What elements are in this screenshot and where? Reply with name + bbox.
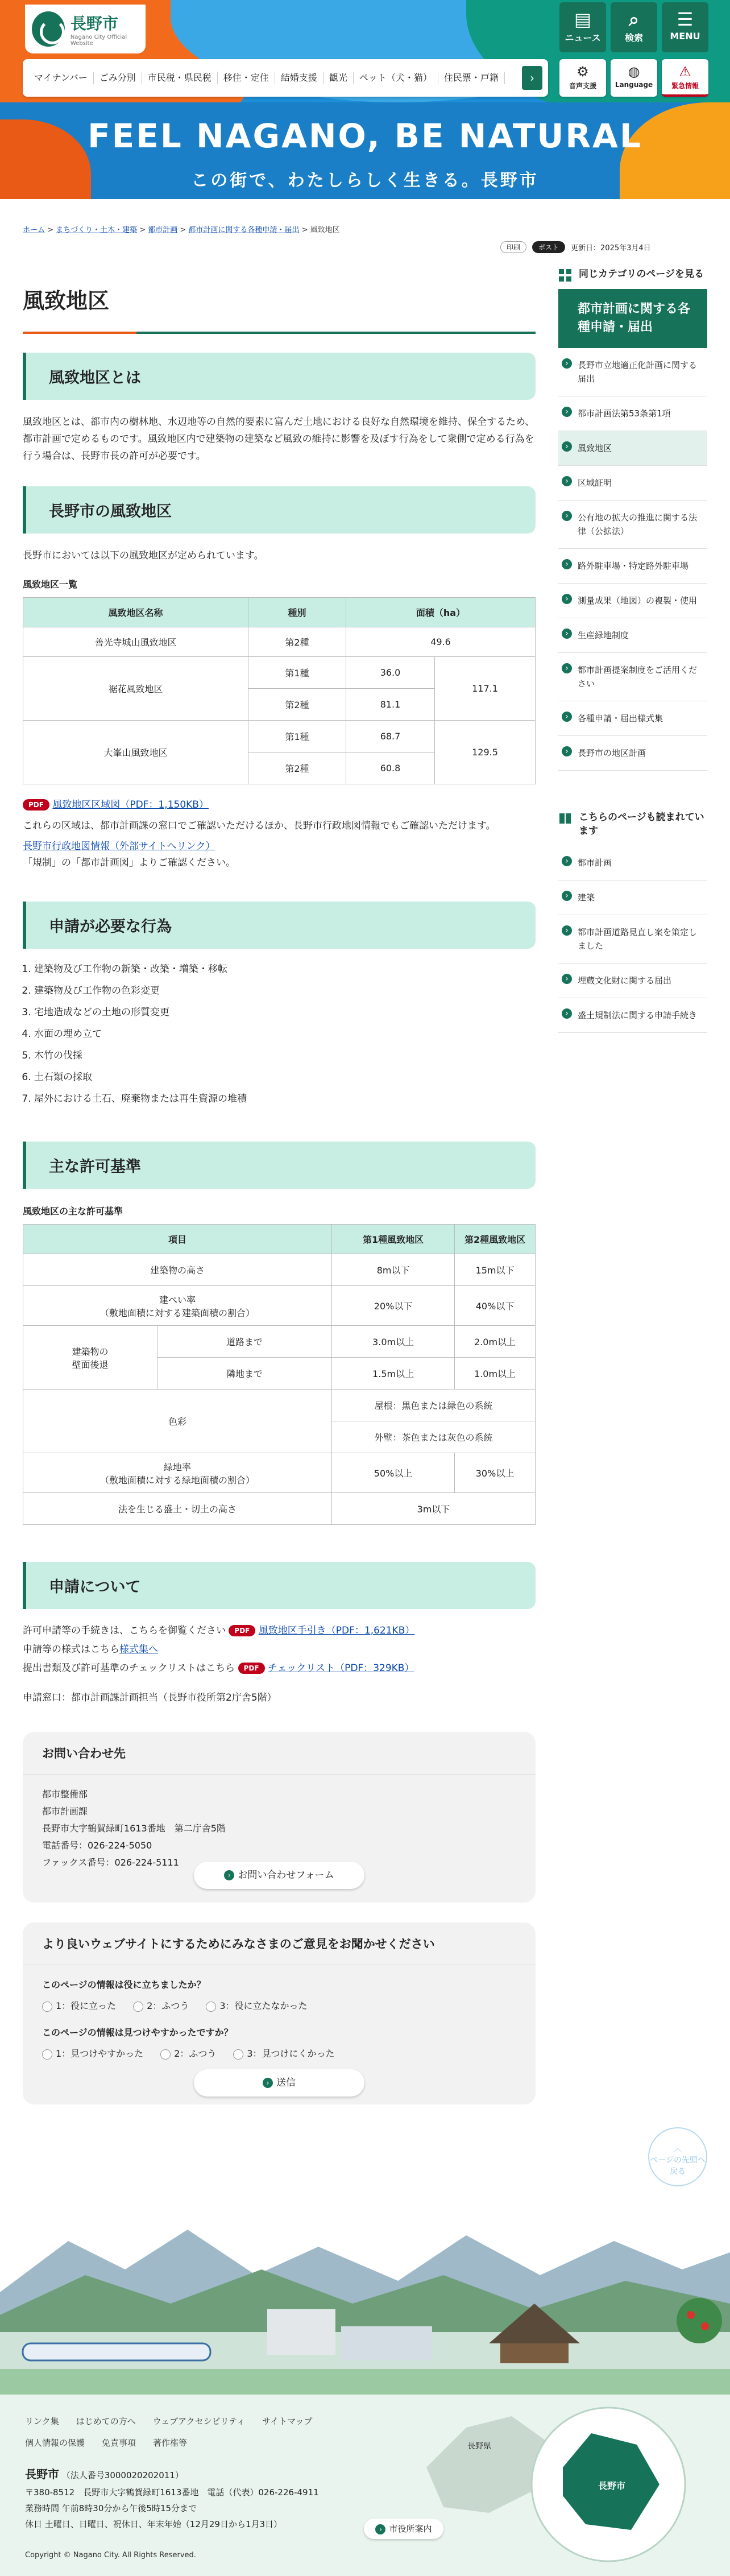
contact-card: お問い合わせ先 都市整備部 都市計画課 長野市大字鶴賀緑町1613番地 第二庁舎5階 電話番号：026-224-5050 ファックス番号：026-224-5111 › お問い合わせフォーム <box>23 1732 536 1903</box>
nav-next-arrow-icon[interactable]: › <box>522 66 542 90</box>
gear-icon: ⚙ <box>576 64 589 80</box>
radio-option[interactable]: 2：ふつう <box>160 2046 216 2060</box>
chevron-right-icon: › <box>263 2078 273 2088</box>
table-header: 項目 <box>23 1225 332 1254</box>
breadcrumb-current: 風致地区 <box>310 226 340 234</box>
radio-option[interactable]: 1：役に立った <box>42 1999 116 2012</box>
table-row: 裾花風致地区 第1種 36.0 117.1 <box>23 657 536 689</box>
hamburger-icon: ☰ <box>677 9 694 30</box>
pdf-link[interactable]: 風致地区手引き（PDF：1,621KB） <box>258 1625 415 1636</box>
section-heading: 風致地区とは <box>23 353 536 400</box>
page-tools <box>500 241 651 253</box>
copyright: Copyright © Nagano City. All Rights Reserved. <box>25 2551 196 2560</box>
table-header: 面積（ha） <box>346 598 536 627</box>
sidebar <box>558 262 707 1033</box>
list-item: 2. 建築物及び工作物の色彩変更 <box>34 980 247 1002</box>
table-row: 大峯山風致地区 第1種 68.7 129.5 <box>23 721 536 752</box>
arrow-up-icon: ︿ <box>674 2144 682 2153</box>
city-hall-guide-button[interactable]: › 市役所案内 <box>364 2519 443 2539</box>
breadcrumb-link[interactable]: ホーム <box>23 226 45 234</box>
nav-item[interactable]: 住民票・戸籍 <box>438 72 505 84</box>
sidebar-link-current[interactable]: › 風致地区 <box>558 431 707 466</box>
table-header: 風致地区名称 <box>23 598 248 627</box>
pdf-badge: PDF <box>229 1625 255 1636</box>
sidebar-link[interactable]: › 都市計画道路見直し案を策定しました <box>558 915 707 964</box>
survey-card: より良いウェブサイトにするためにみなさまのご意見をお聞かせください このページの情報は役に立ちましたか？ 1：役に立った 2：ふつう 3：役に立たなかった このページの情報は見つけやすかったですか？ 1：見つけやすかった 2：ふつう 3：見つけにくかった › 送信 <box>23 1922 536 2104</box>
pdf-link[interactable]: 風致地区区域図（PDF：1,150KB） <box>52 799 209 811</box>
sidebar-link[interactable]: › 生産緑地制度 <box>558 618 707 653</box>
map-city-label: 長野市 <box>598 2480 626 2491</box>
required-actions-list <box>34 958 247 1110</box>
list-item: 3. 宅地造成などの土地の形質変更 <box>34 1002 247 1023</box>
grid-icon <box>558 268 572 282</box>
pdf-link[interactable]: チェックリスト（PDF：329KB） <box>267 1663 414 1674</box>
page-title: 風致地区 <box>23 279 536 334</box>
x-post-button[interactable]: ポスト <box>532 241 565 253</box>
breadcrumb-link[interactable]: まちづくり・土木・建築 <box>56 226 138 234</box>
section-heading: 主な許可基準 <box>23 1142 536 1189</box>
city-emblem-icon <box>32 11 65 47</box>
sidebar-link[interactable]: › 盛土規制法に関する申請手続き <box>558 998 707 1033</box>
table-row: 緑地率 （敷地面積に対する緑地面積の割合） 50%以上 30%以上 <box>23 1453 536 1493</box>
news-icon: ▤ <box>574 9 592 30</box>
voice-support-button[interactable]: ⚙ 音声支援 <box>559 59 606 97</box>
table-row: 建築物の高さ 8m以下 15m以下 <box>23 1254 536 1286</box>
table-header: 第1種風致地区 <box>332 1225 455 1254</box>
list-item: 1. 建築物及び工作物の新築・改築・増築・移転 <box>34 958 247 980</box>
nav-item[interactable]: マイナンバー <box>28 72 94 84</box>
sidebar-link[interactable]: › 都市計画法第53条第1項 <box>558 396 707 431</box>
updated-date: 更新日：2025年3月4日 <box>571 244 651 253</box>
nav-item[interactable]: 観光 <box>323 72 354 84</box>
nav-item[interactable]: 結婚支援 <box>275 72 323 84</box>
footer-link[interactable]: はじめての方へ <box>76 2416 136 2426</box>
breadcrumb-link[interactable]: 都市計画 <box>148 226 178 234</box>
table-header: 種別 <box>248 598 346 627</box>
logo-name: 長野市 <box>70 14 118 33</box>
footer-link[interactable]: 個人情報の保護 <box>25 2438 85 2448</box>
section-heading: 申請が必要な行為 <box>23 902 536 949</box>
sidebar-link[interactable]: › 埋蔵文化財に関する届出 <box>558 964 707 998</box>
sidebar-link[interactable]: › 各種申請・届出様式集 <box>558 701 707 736</box>
table-row: 色彩 屋根：黒色または緑色の系統 <box>23 1390 536 1421</box>
sidebar-link[interactable]: › 路外駐車場・特定路外駐車場 <box>558 549 707 584</box>
book-icon <box>558 812 572 825</box>
list-item: 7. 屋外における土石、廃棄物または再生資源の堆積 <box>34 1088 247 1110</box>
alert-icon: ⚠ <box>679 64 691 80</box>
sidebar-link[interactable]: › 区域証明 <box>558 466 707 501</box>
pdf-badge: PDF <box>238 1663 265 1674</box>
page-top-button[interactable]: ︿ ページの先頭へ戻る <box>648 2127 707 2186</box>
chevron-right-icon: › <box>224 1870 234 1880</box>
table-header: 第2種風致地区 <box>455 1225 536 1254</box>
footer-illustration <box>0 2207 730 2395</box>
contact-title: お問い合わせ先 <box>23 1732 536 1775</box>
footer-link[interactable]: サイトマップ <box>262 2416 313 2426</box>
list-item: 6. 土石類の採取 <box>34 1066 247 1088</box>
list-item: 5. 木竹の伐採 <box>34 1045 247 1066</box>
pdf-badge: PDF <box>23 799 49 811</box>
map-pref-label: 長野県 <box>467 2442 491 2451</box>
criteria-table <box>23 1224 536 1525</box>
site-logo[interactable] <box>25 5 146 53</box>
section-text: 長野市においては以下の風致地区が定められています。 <box>23 550 264 561</box>
nagano-map-icon <box>421 2399 716 2570</box>
sidebar-link[interactable]: › 長野市立地適正化計画に関する届出 <box>558 348 707 396</box>
sidebar-link[interactable]: › 建築 <box>558 880 707 915</box>
breadcrumb: ホーム > まちづくり・土木・建築 > 都市計画 > 都市計画に関する各種申請・届出 > 風致地区 <box>23 226 340 234</box>
news-button[interactable]: ▤ ニュース <box>559 2 606 52</box>
globe-icon: ◍ <box>628 64 640 80</box>
breadcrumb-link[interactable]: 都市計画に関する各種申請・届出 <box>188 226 300 234</box>
footer-link[interactable]: ウェブアクセシビリティ <box>152 2416 246 2426</box>
table-row: 建ぺい率 （敷地面積に対する建築面積の割合） 20%以下 40%以下 <box>23 1286 536 1326</box>
menu-button[interactable]: ☰ MENU <box>662 2 708 52</box>
district-table <box>23 597 536 784</box>
hero-subtagline: この街で、わたしらしく生きる。長野市 <box>191 171 539 191</box>
mountain-scene-icon <box>0 2207 730 2395</box>
sidebar-heading: こちらのページも読まれています <box>558 811 707 838</box>
footer-org-name: 長野市 <box>25 2467 59 2481</box>
table-row: 建築物の 壁面後退 道路まで 3.0m以上 2.0m以上 <box>23 1326 536 1358</box>
sidebar-link[interactable]: › 公有地の拡大の推進に関する法律（公拡法） <box>558 501 707 549</box>
radio-option[interactable]: 3：見つけにくかった <box>233 2046 334 2060</box>
sidebar-heading: 同じカテゴリのページを見る <box>558 267 707 281</box>
survey-title: より良いウェブサイトにするためにみなさまのご意見をお聞かせください <box>23 1922 536 1965</box>
section-text: 風致地区とは、都市内の樹林地、水辺地等の自然的要素に富んだ土地における良好な自然環境を維持、保全するため、都市計画で定めるものです。風致地区内で建築物の建築など風致の維持に影響を及ぼす行為をして衆側で定める行為を行う場合は、長野市長の許可が必要です。 <box>23 416 535 462</box>
nav-item[interactable]: ごみ分別 <box>94 72 142 84</box>
table-row: 善光寺城山風致地区 第2種 49.6 <box>23 627 536 657</box>
sidebar-link[interactable]: › 長野市の地区計画 <box>558 736 707 771</box>
table-caption: 風致地区の主な許可基準 <box>23 1206 123 1217</box>
main-content: 風致地区 風致地区とは 風致地区とは、都市内の樹林地、水辺地等の自然的要素に富んだ土地における良好な自然環境を維持、保全するため、都市計画で定めるものです。風致地区内で建築物の建築など風致の維持に影響を及ぼす行為をして衆側で定める行為を行う場合は、長野市長の許可が必要です。 長野市の風致地区 長野市においては以下の風致地区が定められています。 風致地区一覧 風致地区名称 種別 面積（ha） 善光寺城山風致地区 第2種 49.6 裾花風致地区 第1種 36.0 117.1 第2種 81.1 大峯山風致地区 第1種 68.7 129.5 第2種 60.8 PDF 風致地区区域図（PDF：1,150KB） これらの区域は、都市計画課の窓口でご確認いただけるほか、長野市行政地図情報でもご確認いただけます。 長野市行政地図情報（外部サイトへリンク） 「規制」の「都市計画図」よりご確認ください。 申請が必要な行為 1. 建築物及び工作物の新築・改築・増築・移転 2. 建築物及び工作物の色彩変更 3. 宅地造成などの土地の形質変更 4. 水面の埋め立て 5. 木竹の伐採 6. 土石類の採取 7. 屋外における土石、廃棄物または再生資源の堆積 主な許可基準 風致地区の主な許可基準 項目 第1種風致地区 第2種風致地区 建築物の高さ 8m以下 15m以下 建ぺい率 （敷地面積に対する建築面積の割合） 20%以下 40%以下 建築物の 壁面後退 道路まで 3.0m以上 2.0m以上 隣地まで 1.5m以上 1.0m以上 色彩 屋根：黒色または緑色の系統 外壁：茶色または灰色の系統 緑地率 （敷地面積に対する緑地面積の割合） 50%以上 30%以上 法を生じる盛土・切土の高さ 3m以下 申請について 許可申請等の手続きは、こちらを御覧ください PDF 風致地区手引き（PDF：1,621KB） 申請等の様式はこちら様式集へ 提出書類及び許可基準のチェックリストはこちら PDF チェックリスト（PDF：329KB） 申請窓口：都市計画課計画担当（長野市役所第2庁舎5階） お問い合わせ先 都市整備部 都市計画課 長野市大字鶴賀緑町1613番地 第二庁舎5階 電話番号：026-224-5050 ファックス番号：026-224-5111 › お問い合わせフォーム より良いウェブサイトにするためにみなさまのご意見をお聞かせください このページの情報は役に立ちましたか？ 1：役に立った 2：ふつう 3：役に立たなかった このページの情報は見つけやすかったですか？ 1：見つけやすかった 2：ふつう 3：見つけにくかった › 送信 <box>23 273 536 334</box>
nav-item[interactable]: 移住・定住 <box>218 72 275 84</box>
sidebar-link[interactable]: › 都市計画提案制度をご活用ください <box>558 653 707 701</box>
nav-item[interactable]: 市民税・県民税 <box>142 72 218 84</box>
radio-option[interactable]: 3：役に立たなかった <box>206 1999 307 2012</box>
section-heading: 長野市の風致地区 <box>23 486 536 534</box>
language-button[interactable]: ◍ Language <box>611 59 657 97</box>
sidebar-category-title[interactable]: 都市計画に関する各種申請・届出 <box>558 289 707 348</box>
table-row: 第2種 60.8 <box>23 752 536 784</box>
section-text: 申請窓口：都市計画課計画担当（長野市役所第2庁舎5階） <box>23 1692 277 1703</box>
nav-item[interactable]: ペット（犬・猫） <box>354 72 438 84</box>
search-icon: ⌕ <box>629 9 639 30</box>
radio-option[interactable]: 2：ふつう <box>133 1999 189 2012</box>
list-item: 4. 水面の埋め立て <box>34 1023 247 1045</box>
footer-link[interactable]: 著作権等 <box>153 2438 188 2448</box>
search-button[interactable]: ⌕ 検索 <box>611 2 657 52</box>
site-footer: リンク集 はじめての方へ ウェブアクセシビリティ サイトマップ 個人情報の保護 免責事項 著作権等 長野市 （法人番号3000020202011） 〒380-8512 長野市大字鶴賀緑町1613番地 電話（代表）026-226-4911 業務時間 午前8時30分から午後5時15分まで 休日 土曜日、日曜日、祝休日、年末年始（12月29日から1月3日） › 市役所案内 Copyright © Nagano City. All Rights Reserved. 長野県 長野市 <box>0 2395 730 2576</box>
contact-form-button[interactable]: › お問い合わせフォーム <box>194 1862 364 1889</box>
sidebar-link[interactable]: › 都市計画 <box>558 846 707 880</box>
chevron-right-icon: › <box>375 2524 385 2534</box>
footer-link[interactable]: リンク集 <box>25 2416 59 2426</box>
print-button[interactable]: 印刷 <box>500 241 526 253</box>
table-caption: 風致地区一覧 <box>23 579 78 590</box>
hero-tagline: FEEL NAGANO, BE NATURAL <box>88 117 642 155</box>
table-row: 外壁：茶色または灰色の系統 <box>23 1421 536 1453</box>
emergency-button[interactable]: ⚠ 緊急情報 <box>662 59 708 97</box>
submit-button[interactable]: › 送信 <box>194 2069 364 2097</box>
section-heading: 申請について <box>23 1562 536 1609</box>
forms-link[interactable]: 様式集へ <box>119 1644 158 1655</box>
global-nav <box>23 59 548 97</box>
radio-option[interactable]: 1：見つけやすかった <box>42 2046 143 2060</box>
external-link[interactable]: 長野市行政地図情報（外部サイトへリンク） <box>23 841 215 852</box>
footer-link[interactable]: 免責事項 <box>102 2438 136 2448</box>
table-row: 第2種 81.1 <box>23 689 536 721</box>
section-text: これらの区域は、都市計画課の窓口でご確認いただけるほか、長野市行政地図情報でもご確認いただけます。 <box>23 820 496 832</box>
logo-sub: Nagano City Official Website <box>70 34 127 47</box>
table-row: 法を生じる盛土・切土の高さ 3m以下 <box>23 1493 536 1525</box>
sidebar-link[interactable]: › 測量成果（地図）の複製・使用 <box>558 584 707 618</box>
table-row: 隣地まで 1.5m以上 1.0m以上 <box>23 1358 536 1390</box>
section-text: 「規制」の「都市計画図」よりご確認ください。 <box>23 857 235 869</box>
